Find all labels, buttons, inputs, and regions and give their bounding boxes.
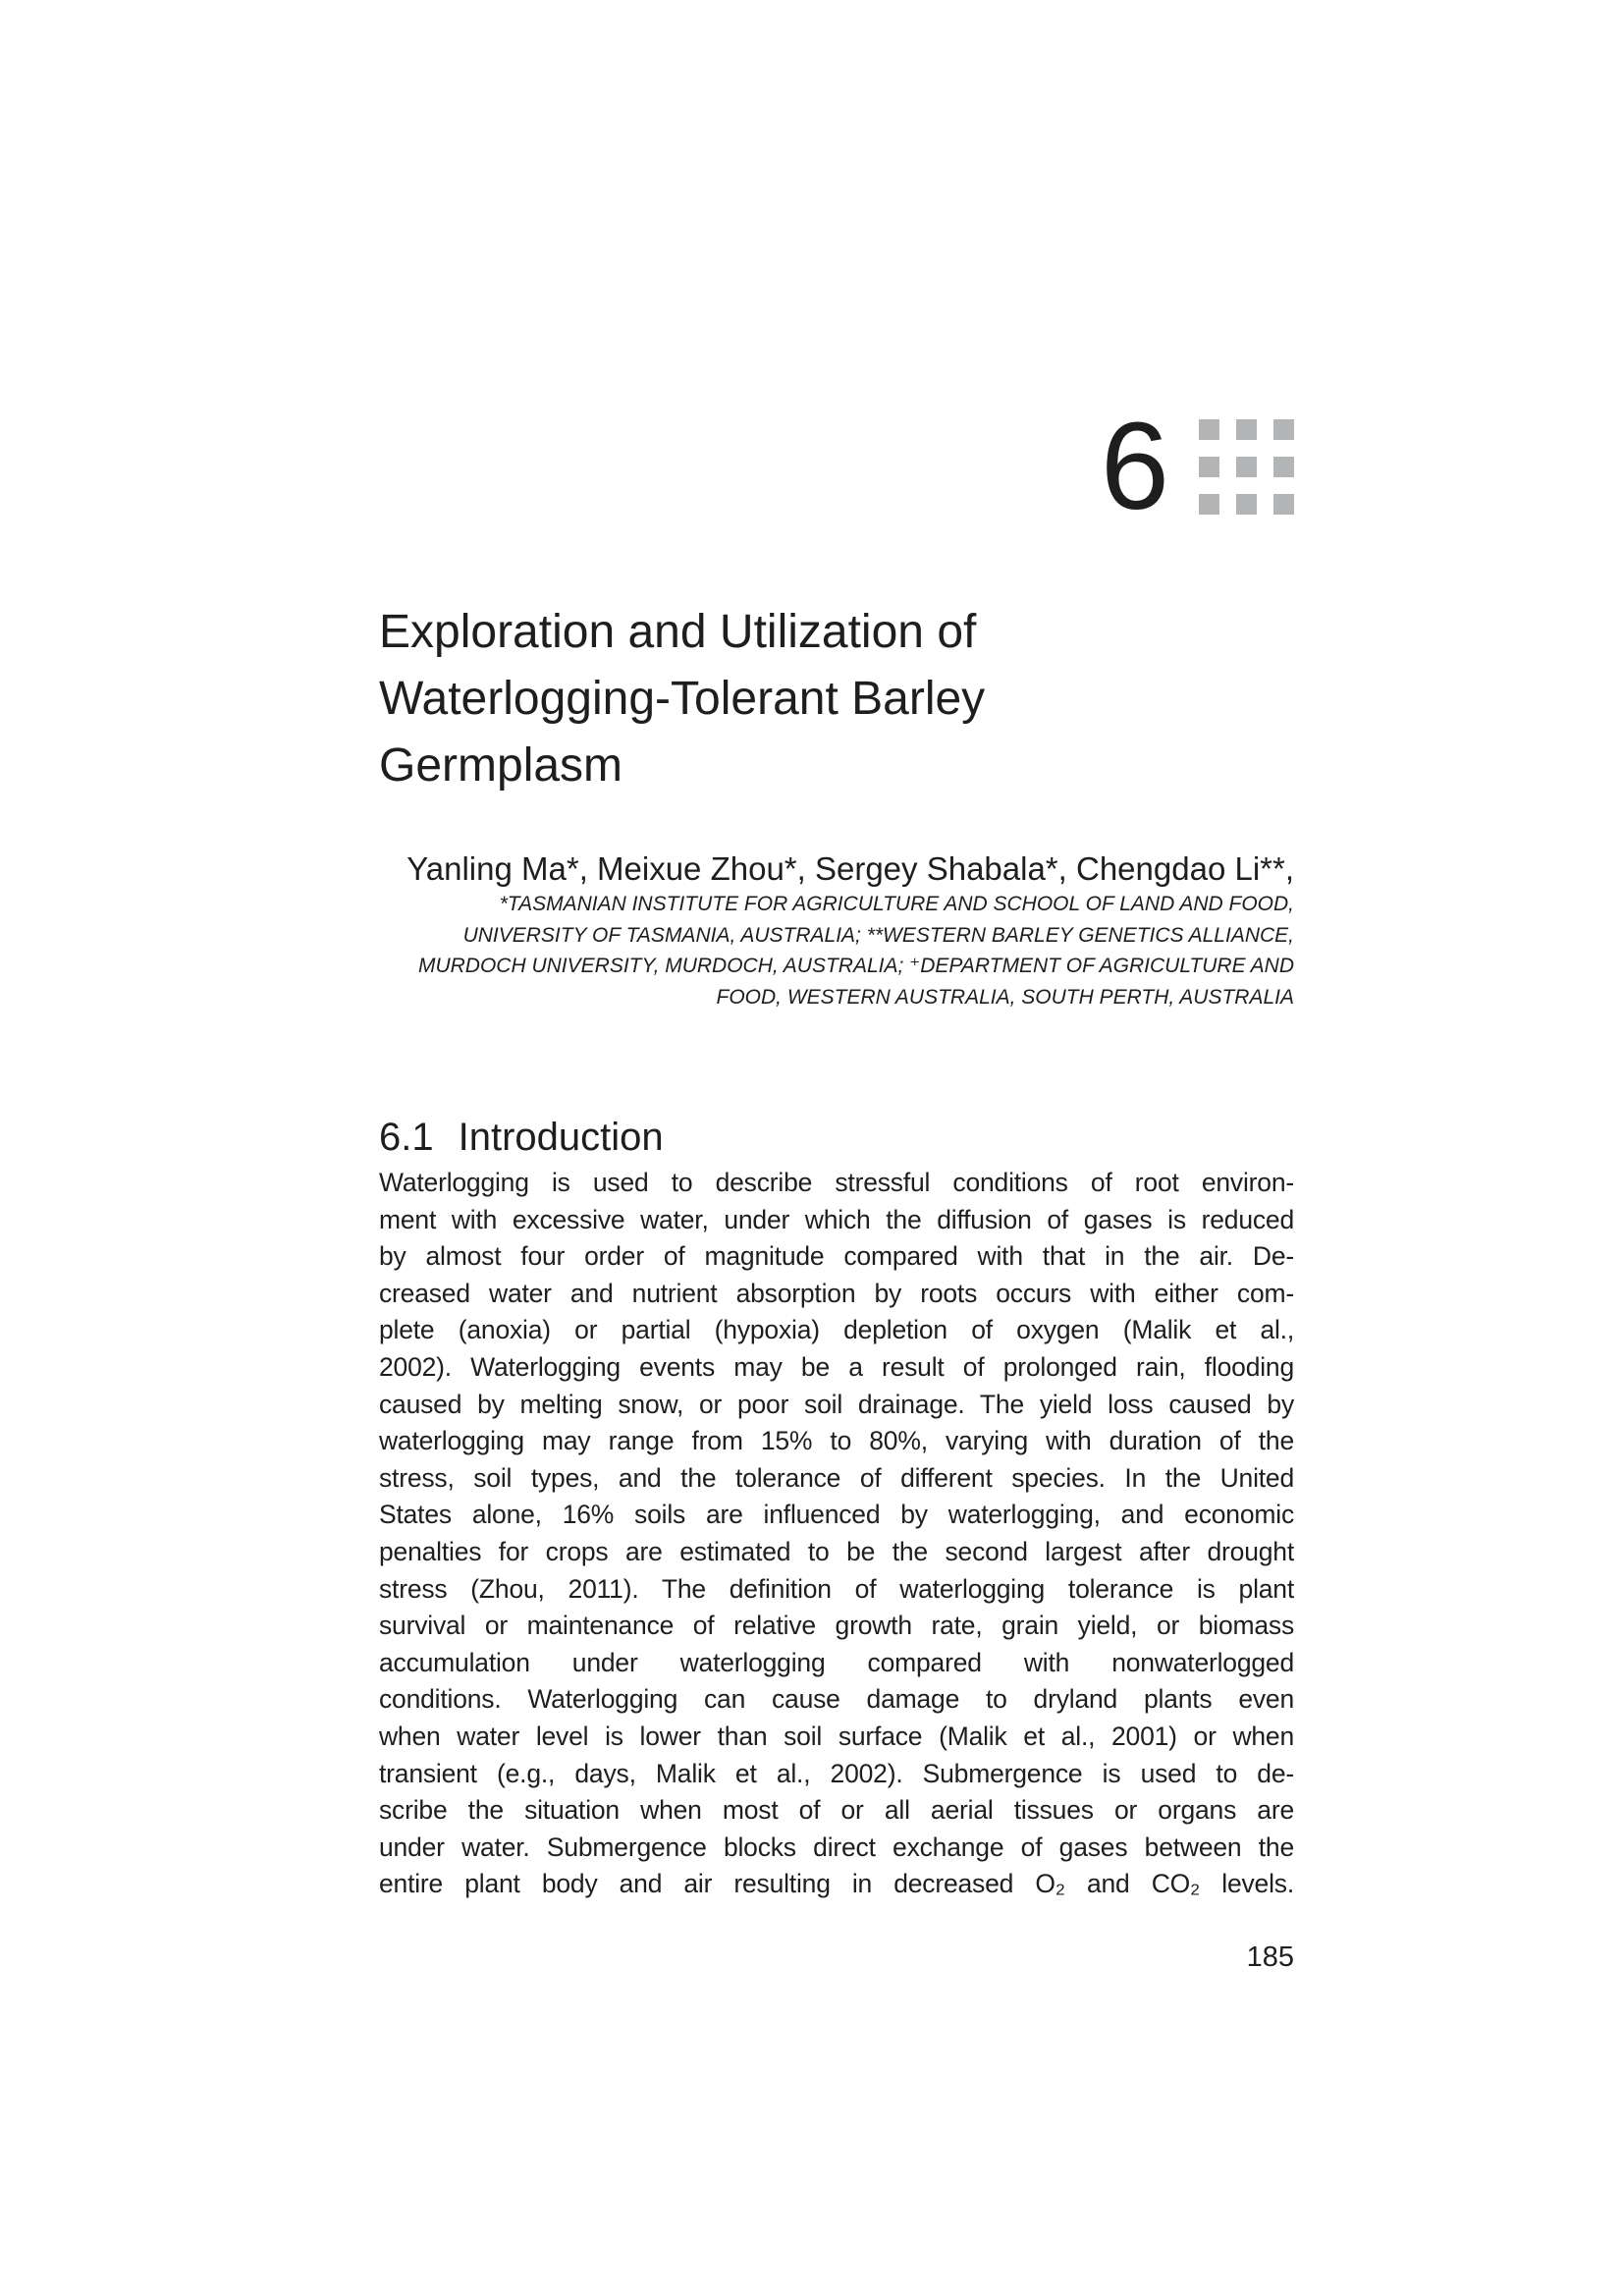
chapter-title-line: Waterlogging-Tolerant Barley <box>379 673 986 726</box>
body-line: entire plant body and air resulting in decreased O₂ and CO₂ levels. <box>379 1869 1294 1899</box>
chapter-header <box>379 397 1294 535</box>
body-line: survival or maintenance of relative growth rate, grain yield, or biomass <box>379 1611 1294 1641</box>
grid-square-icon <box>1273 457 1294 477</box>
grid-square-icon <box>1236 419 1257 440</box>
body-line: stress (Zhou, 2011). The definition of waterlogging tolerance is plant <box>379 1573 1294 1604</box>
grid-square-icon <box>1199 457 1219 477</box>
body-line: 2002). Waterlogging events may be a result of prolonged rain, flooding <box>379 1351 1294 1382</box>
section-heading <box>379 1116 664 1160</box>
body-line: conditions. Waterlogging can cause damage to dryland plants even <box>379 1684 1294 1715</box>
grid-square-icon <box>1199 494 1219 515</box>
affiliation-line: UNIVERSITY OF TASMANIA, AUSTRALIA; **WESTERN BARLEY GENETICS ALLIANCE, <box>462 923 1294 947</box>
chapter-title-line: Germplasm <box>379 739 623 793</box>
chapter-grid-icon <box>1199 419 1294 515</box>
body-line: Waterlogging is used to describe stressful conditions of root environ- <box>379 1168 1294 1197</box>
body-line: plete (anoxia) or partial (hypoxia) depletion of oxygen (Malik et al., <box>379 1315 1294 1345</box>
affiliation-line: MURDOCH UNIVERSITY, MURDOCH, AUSTRALIA; ⁺DEPARTMENT OF AGRICULTURE AND <box>417 955 1294 978</box>
author-block <box>379 848 1294 1012</box>
chapter-title-line: Exploration and Utilization of <box>379 606 977 659</box>
body-line: creased water and nutrient absorption by roots occurs with either com- <box>379 1278 1294 1308</box>
body-line: waterlogging may range from 15% to 80%, varying with duration of the <box>379 1426 1294 1456</box>
body-line: when water level is lower than soil surface (Malik et al., 2001) or when <box>379 1721 1294 1751</box>
chapter-title <box>379 599 985 799</box>
body-line: stress, soil types, and the tolerance of different species. In the United <box>379 1462 1294 1493</box>
authors-line: Yanling Ma*, Meixue Zhou*, Sergey Shabala*, Chengdao Li**, <box>406 850 1294 887</box>
section-title: Introduction <box>458 1116 664 1160</box>
chapter-number: 6 <box>1100 397 1169 535</box>
body-line: transient (e.g., days, Malik et al., 2002). Submergence is used to de- <box>379 1758 1294 1788</box>
affiliation-line: FOOD, WESTERN AUSTRALIA, SOUTH PERTH, AUSTRALIA <box>716 985 1294 1009</box>
grid-square-icon <box>1236 457 1257 477</box>
body-line: by almost four order of magnitude compared with that in the air. De- <box>379 1241 1294 1272</box>
grid-square-icon <box>1199 419 1219 440</box>
body-line: penalties for crops are estimated to be the second largest after drought <box>379 1536 1294 1566</box>
introduction-paragraph <box>379 1165 1294 1903</box>
page-number: 185 <box>1246 1941 1294 1973</box>
body-line: scribe the situation when most of or all aerial tissues or organs are <box>379 1795 1294 1826</box>
affiliation-line: *TASMANIAN INSTITUTE FOR AGRICULTURE AND SCHOOL OF LAND AND FOOD, <box>499 893 1294 915</box>
grid-square-icon <box>1273 494 1294 515</box>
body-line: caused by melting snow, or poor soil drainage. The yield loss caused by <box>379 1389 1294 1419</box>
grid-square-icon <box>1273 419 1294 440</box>
section-number: 6.1 <box>379 1116 434 1160</box>
grid-square-icon <box>1236 494 1257 515</box>
body-line: States alone, 16% soils are influenced by waterlogging, and economic <box>379 1500 1294 1530</box>
body-line: accumulation under waterlogging compared with nonwaterlogged <box>379 1647 1294 1677</box>
body-line: under water. Submergence blocks direct exchange of gases between the <box>379 1831 1294 1862</box>
body-line: ment with excessive water, under which the diffusion of gases is reduced <box>379 1204 1294 1234</box>
